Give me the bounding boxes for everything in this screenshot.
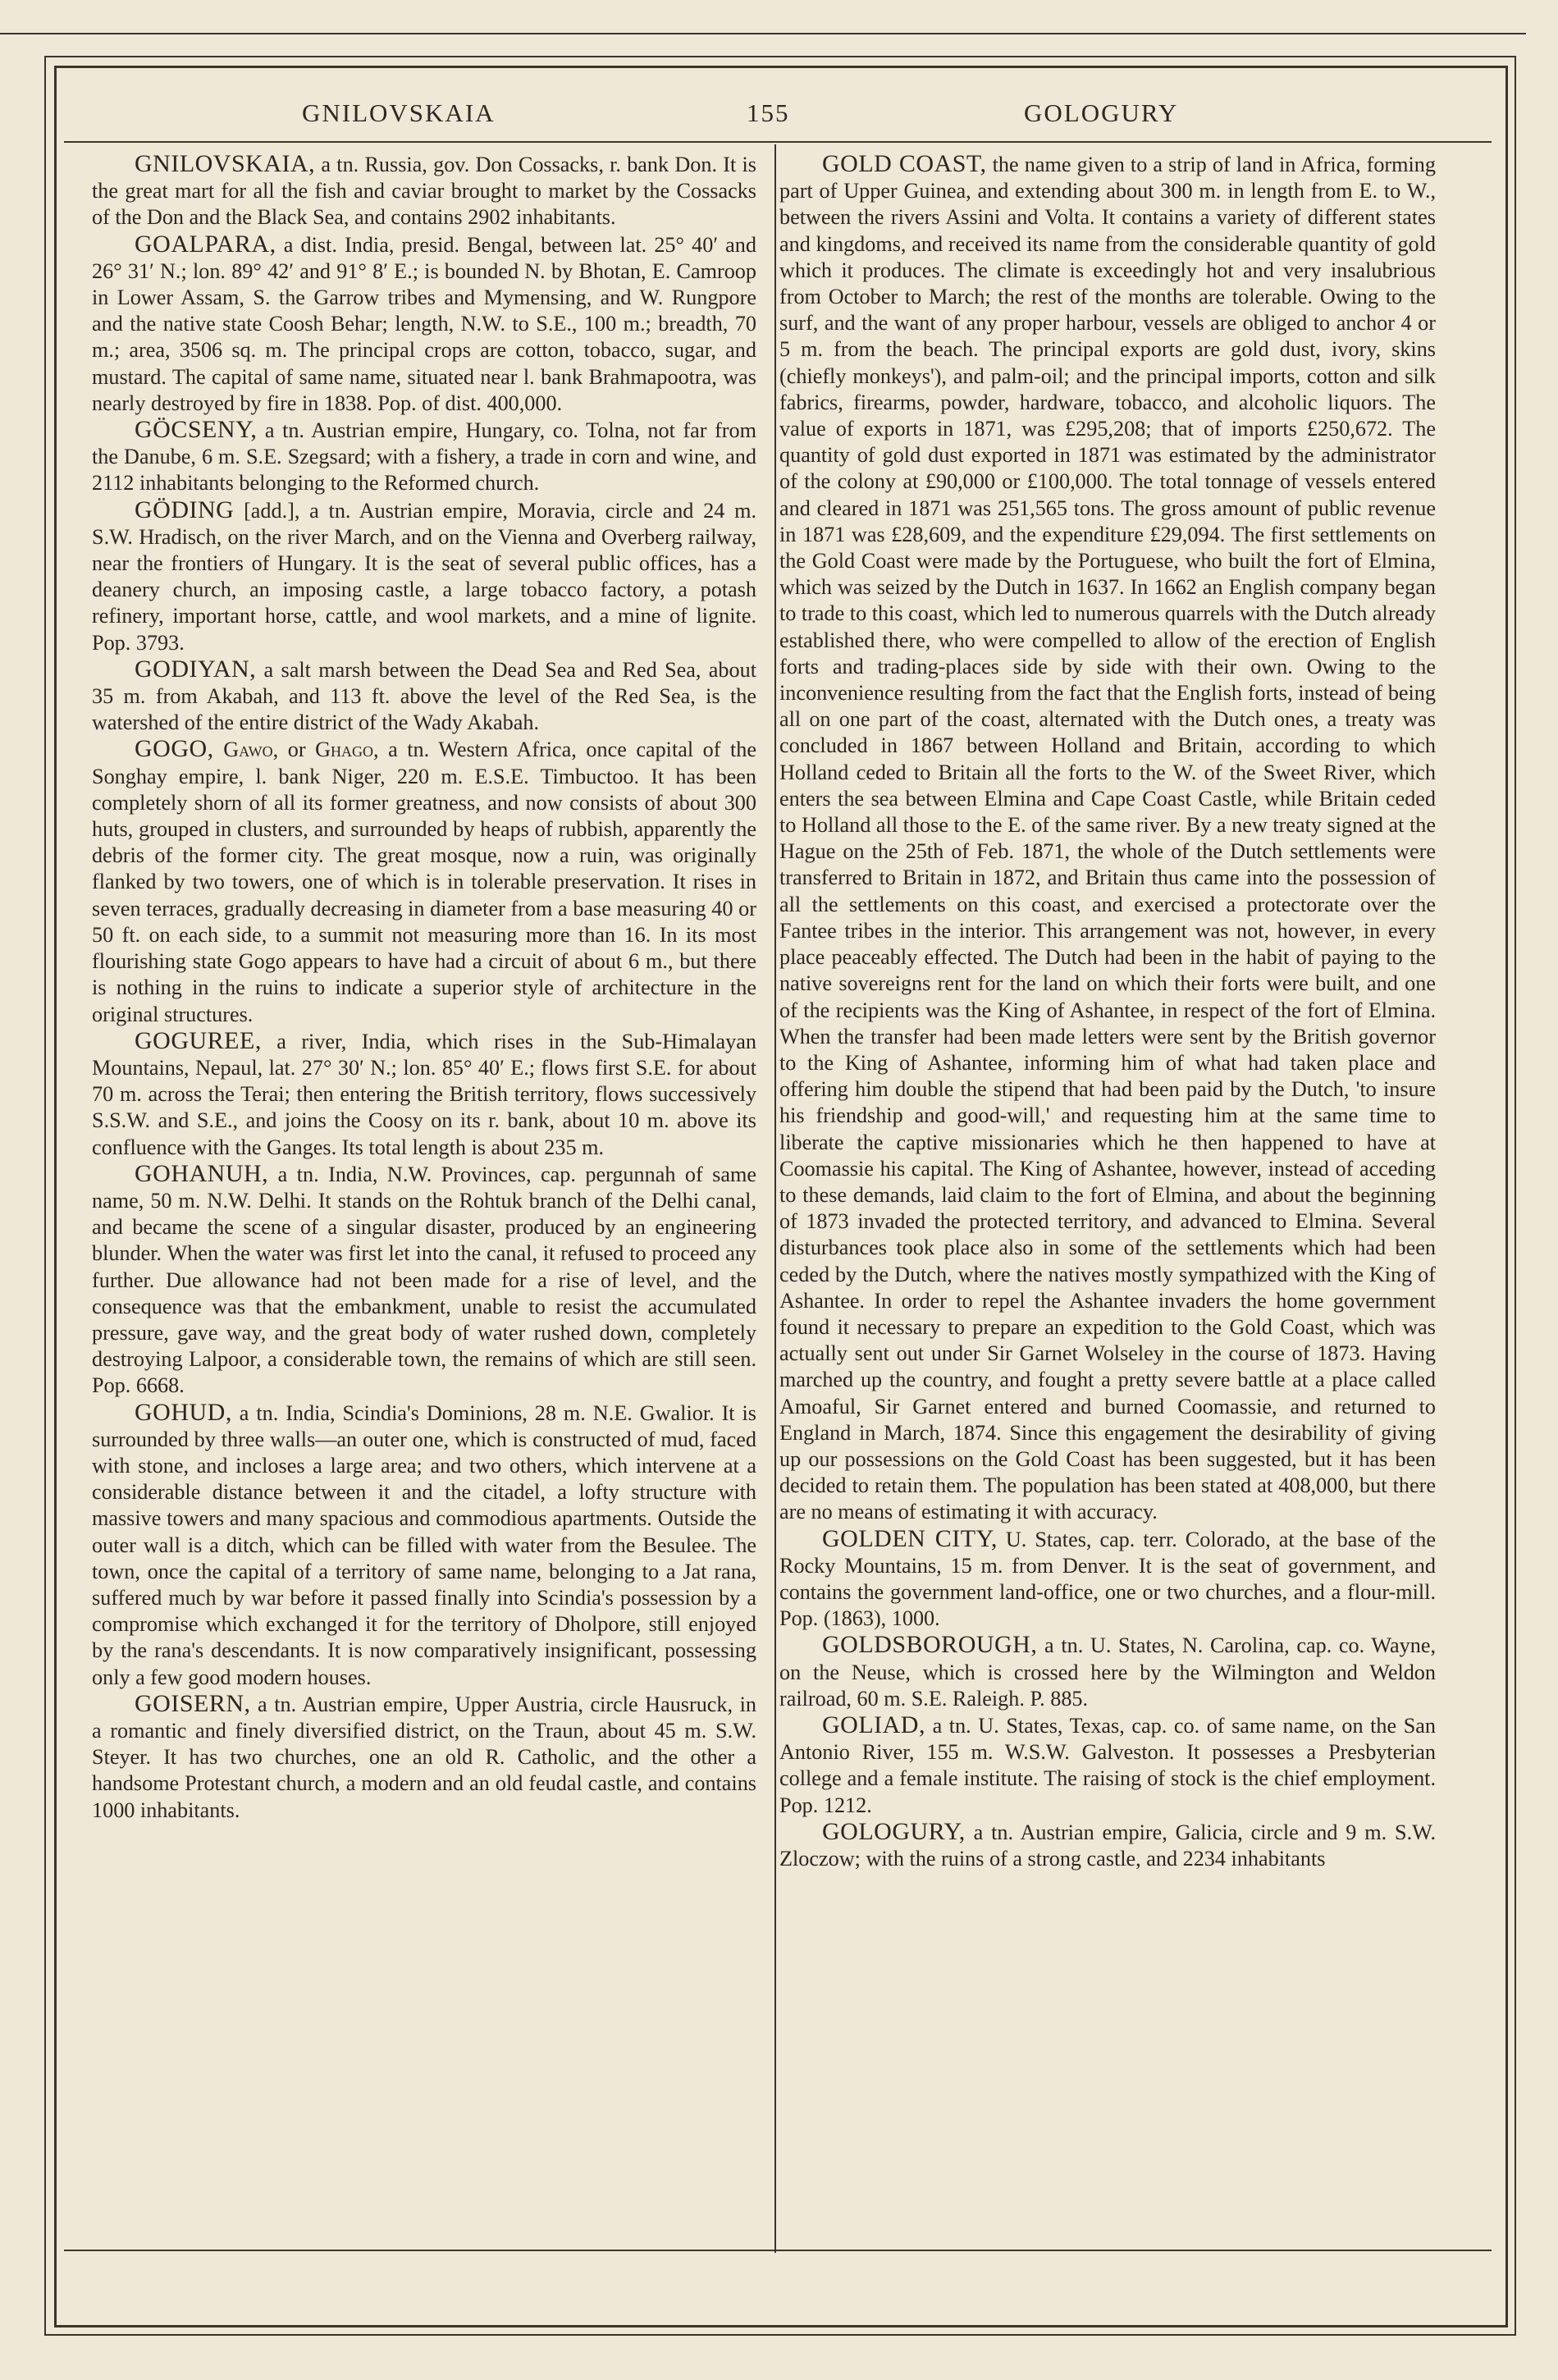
entry-gohanuh: [92, 1161, 756, 1400]
entry-separator: , or: [272, 738, 316, 762]
entry-goliad: [779, 1712, 1436, 1819]
entry-headword: GOLDSBOROUGH,: [822, 1631, 1038, 1659]
entry-golden-city: [779, 1526, 1436, 1633]
header-rule: [64, 141, 1492, 143]
entry-gnilovskaia: [92, 151, 756, 231]
entry-headword: GOLOGURY,: [822, 1817, 966, 1845]
entry-headword: GODIYAN,: [135, 655, 257, 683]
entry-text: U. States, cap. terr. Colorado, at the base of the Rocky Mountains, 15 m. from Denver. It is the seat of government, and contains the government land-office, one or two churches, and a flour-mill. Pop. (1863), 1000.: [779, 1527, 1436, 1631]
entry-text: a dist. India, presid. Bengal, between lat. 25° 40′ and 26° 31′ N.; lon. 89° 42′ and 91° 8′ E.; is bounded N. by Bhotan, E. Camroop in Lower Assam, S. the Garrow tribes and Mymensing, and W. Rungpore and the native state Coosh Behar; length, N.W. to S.E., 100 m.; breadth, 70 m.; area, 3506 sq. m. The principal crops are cotton, tobacco, sugar, and mustard. The capital of same name, situated near l. bank Brahmapootra, was nearly destroyed by fire in 1838. Pop. of dist. 400,000.: [92, 232, 756, 415]
entry-headword: GOLD COAST,: [822, 150, 987, 177]
top-rule: [0, 33, 1526, 34]
entry-text: a tn. Russia, gov. Don Cossacks, r. bank Don. It is the great mart for all the fish and caviar brought to market by the Cossacks of the Don and the Black Sea, and contains 2902 inhabitants.: [92, 153, 756, 230]
entry-headword: GOHUD,: [135, 1398, 232, 1426]
entry-text: a tn. Austrian empire, Galicia, circle and 9 m. S.W. Zloczow; with the ruins of a strong castle, and 2234 inhabitants: [779, 1820, 1436, 1871]
entry-headword: GOALPARA,: [135, 230, 276, 258]
entry-text: a tn. Austrian empire, Upper Austria, circle Hausruck, in a romantic and finely diversified district, on the Traun, about 45 m. S.W. Steyer. It has two churches, one an old R. Catholic, and the other a handsome Protestant church, a modern and an old feudal castle, and contains 1000 inhabitants.: [92, 1692, 756, 1822]
entry-goisern: [92, 1691, 756, 1824]
entry-variant: Ghago: [315, 738, 374, 762]
entry-goding: [92, 497, 756, 656]
running-header: [64, 87, 1492, 144]
entry-text: a salt marsh between the Dead Sea and Red Sea, about 35 m. from Akabah, and 113 ft. above the level of the Red Sea, is the watershed of the entire district of the Wady Akabah.: [92, 657, 756, 735]
entry-variant: Gawo: [223, 738, 273, 762]
entry-gogo: [92, 736, 756, 1027]
entry-headword: GNILOVSKAIA,: [135, 150, 316, 177]
running-head-left: GNILOVSKAIA: [302, 98, 496, 127]
entry-text: the name given to a strip of land in Africa, forming part of Upper Guinea, and extending about 300 m. in length from E. to W., between the rivers Assini and Volta. It contains a variety of different states and kingdoms, and received its name from the considerable quantity of gold which it produces. The climate is exceedingly hot and very insalubrious from October to March; the rest of the months are tolerable. Owing to the surf, and the want of any proper harbour, vessels are obliged to anchor 4 or 5 m. from the beach. The principal exports are gold dust, ivory, skins (chiefly monkeys'), and palm-oil; and the principal imports, cotton and silk fabrics, firearms, powder, hardware, tobacco, and alcoholic liquors. The value of exports in 1871, was £295,208; that of imports £250,672. The quantity of gold dust exported in 1871 was estimated by the administrator of the colony at £90,000 or £100,000. The total tonnage of vessels entered and cleared in 1871 was 251,565 tons. The gross amount of public revenue in 1871 was £28,609, and the expenditure £29,094. The first settlements on the Gold Coast were made by the Portuguese, who built the fort of Elmina, which was seized by the Dutch in 1637. In 1662 an English company began to trade to this coast, which led to numerous quarrels with the Dutch already established there, who were compelled to allow of the erection of English forts and trading-places side by side with their own. Owing to the inconvenience resulting from the fact that the English forts, instead of being all on one part of the coast, alternated with the Dutch ones, a treaty was concluded in 1867 between Holland and Britain, according to which Holland ceded to Britain all the forts to the W. of the Sweet River, which enters the sea between Elmina and Cape Coast Castle, while Britain ceded to Holland all those to the E. of the same river. By a new treaty signed at the Hague on the 25th of Feb. 1871, the whole of the Dutch settlements were transferred to Britain in 1872, and Britain thus came into the possession of all the settlements on this coast, and exercised a protectorate over the Fantee tribes in the interior. This arrangement was not, however, in every place peaceably effected. The Dutch had been in the habit of paying to the native sovereigns rent for the land on which their forts were built, and one of the recipients was the King of Ashantee, in respect of the fort of Elmina. When the transfer had been made letters were sent by the British governor to the King of Ashantee, informing him of what had taken place and offering him double the stipend that had been paid by the Dutch, 'to insure his friendship and good-will,' and requesting him at the same time to liberate the captive missionaries which he then happened to have at Coomassie his capital. The King of Ashantee, however, instead of acceding to these demands, laid claim to the fort of Elmina, and about the beginning of 1873 invaded the protected territory, and advanced to Elmina. Several disturbances took place also in some of the settlements which had been ceded by the Dutch, where the natives mostly sympathized with the King of Ashantee. In order to repel the Ashantee invaders the home government found it necessary to prepare an expedition to the Gold Coast, which was actually sent out under Sir Garnet Wolseley in the course of 1873. Having marched up the country, and fought a pretty severe battle at a place called Amoaful, Sir Garnet entered and burned Coomassie, and returned to England in March, 1874. Since this engagement the desirability of giving up our possessions on the Gold Coast has been suggested, but it has been decided to retain them. The population has been stated at 408,000, but there are no means of estimating it with accuracy.: [779, 153, 1436, 1524]
entry-headword: GOGUREE,: [135, 1026, 262, 1054]
entry-gologury: [779, 1819, 1436, 1872]
entry-gold-coast: [779, 151, 1436, 1526]
entry-goalpara: [92, 231, 756, 417]
entry-text: a tn. U. States, N. Carolina, cap. co. Wayne, on the Neuse, which is crossed here by the Wilmington and Weldon railroad, 60 m. S.E. Raleigh. P. 885.: [779, 1633, 1436, 1711]
page-number: 155: [747, 98, 790, 127]
entry-text: a tn. India, Scindia's Dominions, 28 m. N.E. Gwalior. It is surrounded by three walls—an outer one, which is constructed of mud, faced with stone, and incloses a large area; and two others, which intervene at a considerable distance between it and the citadel, a lofty structure with massive towers and many spacious and commodious apartments. Outside the outer wall is a ditch, which can be filled with water from the Besulee. The town, once the capital of a territory of same name, belonging to a Jat rana, suffered much by war before it passed finally into Scindia's possession by a compromise which exchanged it for the territory of Dholpore, still enjoyed by the rana's descendants. It is now comparatively insignificant, possessing only a few good modern houses.: [92, 1400, 756, 1689]
entry-headword: GÖCSENY,: [135, 416, 258, 444]
entry-text: [add.], a tn. Austrian empire, Moravia, circle and 24 m. S.W. Hradisch, on the river March, and on the Vienna and Overberg railway, near the frontiers of Hungary. It is the seat of several public offices, has a deanery church, an imposing castle, a large tobacco factory, a potash refinery, important horse, cattle, and wool markets, and a mine of lignite. Pop. 3793.: [92, 498, 756, 655]
entry-goguree: [92, 1028, 756, 1161]
entry-godiyan: [92, 656, 756, 737]
left-column: [92, 151, 756, 1824]
bottom-rule: [64, 2250, 1492, 2251]
entry-text: a river, India, which rises in the Sub-Himalayan Mountains, Nepaul, lat. 27° 30′ N.; lon. 85° 40′ E.; flows first S.E. for about 70 m. across the Terai; then entering the British territory, flows successively S.S.W. and S.E., and joins the Coosy on its r. bank, about 10 m. above its confluence with the Ganges. Its total length is about 235 m.: [92, 1029, 756, 1159]
entry-text: a tn. Austrian empire, Hungary, co. Tolna, not far from the Danube, 6 m. S.E. Szegsard; with a fishery, a trade in corn and wine, and 2112 inhabitants belonging to the Reformed church.: [92, 418, 756, 496]
entry-headword: GÖDING: [135, 496, 235, 523]
entry-headword: GOHANUH,: [135, 1159, 269, 1187]
entry-headword: GOGO,: [135, 735, 214, 763]
running-head-right: GOLOGURY: [1024, 98, 1179, 127]
right-column: [779, 151, 1436, 1872]
column-rule: [774, 144, 776, 2253]
entry-headword: GOLDEN CITY,: [822, 1524, 998, 1552]
entry-text: a tn. U. States, Texas, cap. co. of same name, on the San Antonio River, 155 m. W.S.W. Galveston. It possesses a Presbyterian college and a female institute. The raising of stock is the chief employment. Pop. 1212.: [779, 1713, 1436, 1817]
entry-text: a tn. India, N.W. Provinces, cap. pergunnah of same name, 50 m. N.W. Delhi. It stands on the Rohtuk branch of the Delhi canal, and became the scene of a singular disaster, produced by an engineering blunder. When the water was first let into the canal, it refused to proceed any further. Due allowance had not been made for a rise of level, and the consequence was that the embankment, unable to resist the accumulated pressure, gave way, and the great body of water rushed down, completely destroying Lalpoor, a considerable town, the remains of which are still seen. Pop. 6668.: [92, 1162, 756, 1398]
entry-goldsborough: [779, 1632, 1436, 1712]
entry-headword: GOISERN,: [135, 1689, 251, 1717]
entry-gohud: [92, 1400, 756, 1691]
entry-text: , a tn. Western Africa, once capital of the Songhay empire, l. bank Niger, 220 m. E.S.E. Timbuctoo. It has been completely shorn of all its former greatness, and now consists of about 300 huts, grouped in clusters, and surrounded by heaps of rubbish, apparently the debris of the former city. The great mosque, now a ruin, was originally flanked by two towers, one of which is in tolerable preservation. It rises in seven terraces, gradually decreasing in diameter from a base measuring 40 or 50 ft. on each side, to a summit not measuring more than 16. In its most flourishing state Gogo appears to have had a circuit of about 6 m., but there is nothing in the ruins to indicate a superior style of architecture in the original structures.: [92, 738, 756, 1026]
entry-gocseny: [92, 417, 756, 497]
entry-headword: GOLIAD,: [822, 1711, 925, 1738]
